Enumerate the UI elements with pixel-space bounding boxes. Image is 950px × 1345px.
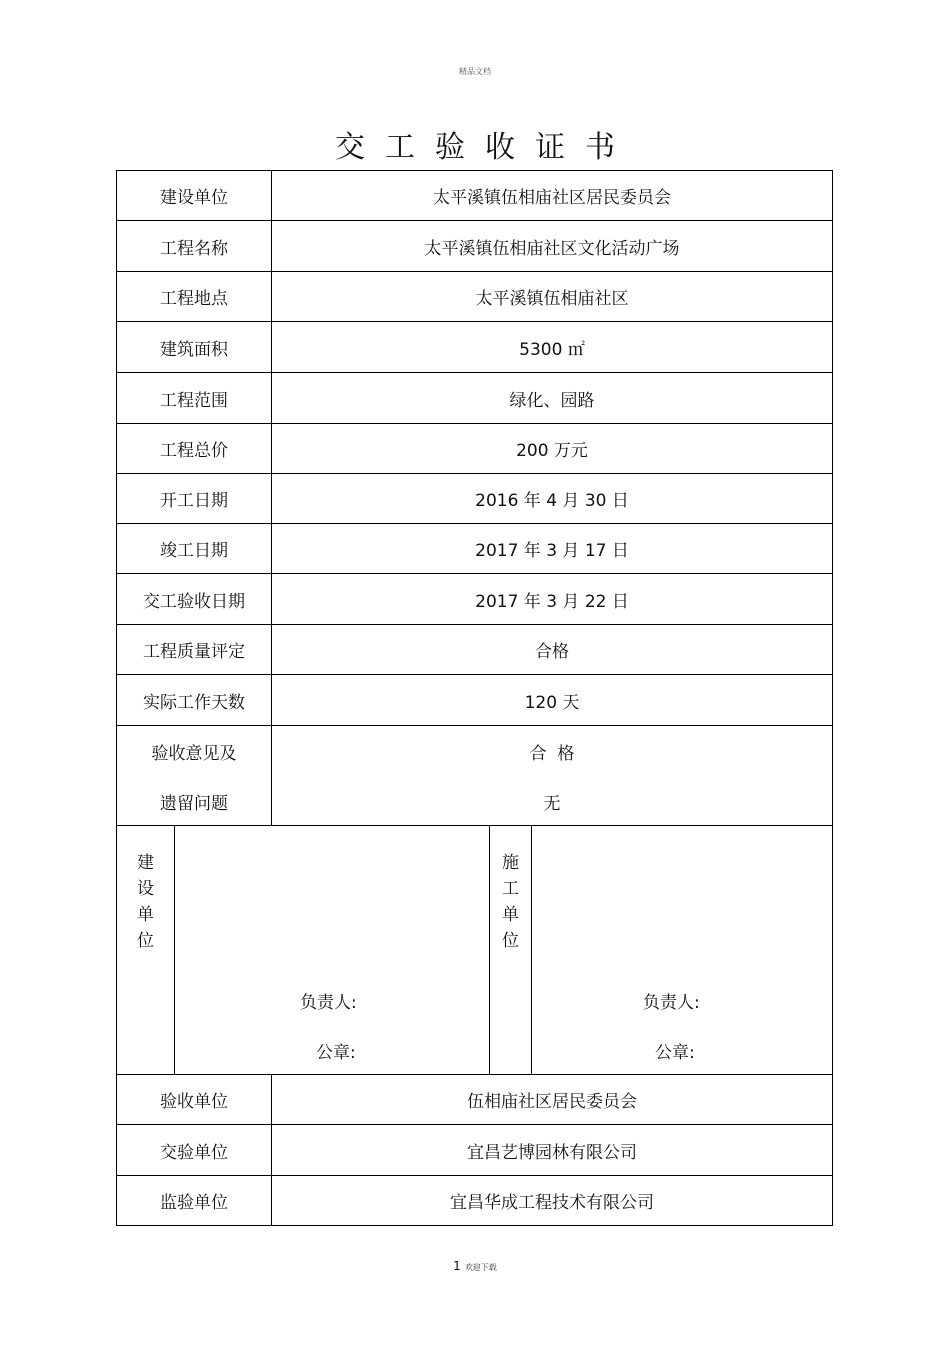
opinion-label-line1: 验收意见及 xyxy=(151,744,237,764)
row-label: 监验单位 xyxy=(117,1176,272,1225)
row-label: 交验单位 xyxy=(117,1125,272,1175)
label-char: 工 xyxy=(502,879,519,899)
row-value: 合格 xyxy=(535,642,569,662)
table-row xyxy=(117,574,832,625)
row-value: 2016 年 4 月 30 日 xyxy=(475,491,629,511)
row-value: 太平溪镇伍相庙社区文化活动广场 xyxy=(424,238,680,259)
label-char: 位 xyxy=(137,931,154,951)
row-value: 120 天 xyxy=(524,692,580,713)
official-seal-label: 公章: xyxy=(655,1043,695,1063)
row-value: 宜昌艺博园林有限公司 xyxy=(467,1142,637,1163)
page-number: 1 xyxy=(453,1259,461,1273)
construction-unit-label xyxy=(117,826,175,1074)
responsible-person-label: 负责人: xyxy=(300,993,357,1013)
table-row xyxy=(117,1176,832,1225)
label-char: 位 xyxy=(502,931,519,951)
row-label: 工程总价 xyxy=(117,424,272,473)
row-value: 绿化、园路 xyxy=(509,390,595,411)
header-note: 精品文档 xyxy=(459,67,491,76)
row-label: 实际工作天数 xyxy=(117,675,272,725)
certificate-table xyxy=(116,170,833,1226)
row-label: 建设单位 xyxy=(117,171,272,220)
page-title: 交工验收证书 xyxy=(335,130,635,165)
table-row xyxy=(117,424,832,474)
opinion-label-line2: 遗留问题 xyxy=(160,794,228,814)
row-label: 工程质量评定 xyxy=(117,625,272,674)
label-char: 设 xyxy=(137,879,154,899)
row-value: 5300 ㎡ xyxy=(519,339,585,360)
row-label: 工程范围 xyxy=(117,373,272,423)
table-row xyxy=(117,171,832,221)
contractor-unit-sign-area xyxy=(532,826,832,1074)
table-row xyxy=(117,322,832,373)
row-value: 太平溪镇伍相庙社区居民委员会 xyxy=(433,188,671,208)
signature-row xyxy=(117,826,832,1075)
table-row xyxy=(117,373,832,424)
row-value: 2017 年 3 月 17 日 xyxy=(475,541,629,561)
table-row xyxy=(117,1075,832,1125)
page-footer xyxy=(0,1259,950,1273)
row-value: 宜昌华成工程技术有限公司 xyxy=(450,1193,654,1213)
opinion-label xyxy=(117,726,272,825)
table-row xyxy=(117,524,832,574)
row-label: 交工验收日期 xyxy=(117,574,272,624)
table-row xyxy=(117,625,832,675)
row-label: 工程名称 xyxy=(117,221,272,271)
opinion-value xyxy=(272,726,832,825)
opinion-value-line2: 无 xyxy=(543,794,561,814)
table-row xyxy=(117,272,832,322)
table-row xyxy=(117,1125,832,1176)
footer-text: 欢迎下载 xyxy=(464,1263,497,1272)
opinion-row xyxy=(117,726,832,826)
row-value: 伍相庙社区居民委员会 xyxy=(467,1092,637,1112)
contractor-unit-label xyxy=(490,826,532,1074)
table-row xyxy=(117,474,832,524)
opinion-value-line1: 合 格 xyxy=(529,744,575,764)
row-value: 2017 年 3 月 22 日 xyxy=(475,591,629,612)
row-label: 工程地点 xyxy=(117,272,272,321)
row-value: 太平溪镇伍相庙社区 xyxy=(475,289,629,309)
row-label: 竣工日期 xyxy=(117,524,272,573)
label-char: 建 xyxy=(137,853,154,873)
label-char: 单 xyxy=(137,905,154,925)
official-seal-label: 公章: xyxy=(316,1043,356,1063)
table-row xyxy=(117,221,832,272)
row-label: 建筑面积 xyxy=(117,322,272,372)
label-char: 施 xyxy=(502,853,519,873)
row-label: 开工日期 xyxy=(117,474,272,523)
row-label: 验收单位 xyxy=(117,1075,272,1124)
construction-unit-sign-area xyxy=(175,826,490,1074)
table-row xyxy=(117,675,832,726)
responsible-person-label: 负责人: xyxy=(643,993,700,1013)
label-char: 单 xyxy=(502,905,519,925)
row-value: 200 万元 xyxy=(516,441,588,461)
